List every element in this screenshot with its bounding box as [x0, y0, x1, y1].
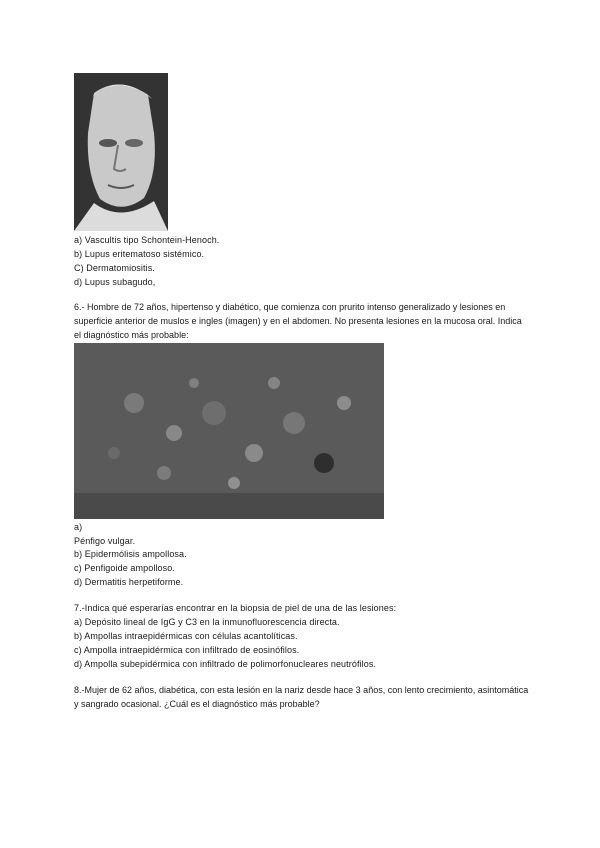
- q6-stem: 6.- Hombre de 72 años, hipertenso y diabético, que comienza con prurito intenso generalizado y lesiones en superficie anterior de muslos e ingles (imagen) y en el abdomen. No presenta lesiones en la mucosa oral. Indica el diagnóstico más probable:: [74, 302, 522, 340]
- q6-option-a-marker: a): [74, 522, 83, 532]
- q6-option-c: c) Penfigoide ampolloso.: [74, 563, 175, 573]
- q6-option-d: d) Dermatitis herpetiforme.: [74, 577, 184, 587]
- q6-option-b: b) Epidermólisis ampollosa.: [74, 549, 187, 559]
- q5-option-c: C) Dermatomiositis.: [74, 263, 155, 273]
- face-illustration: [74, 73, 168, 231]
- q8-stem: 8.-Mujer de 62 años, diabética, con esta lesión en la nariz desde hace 3 años, con lento crecimiento, asintomática y sangrado ocasional. ¿Cuál es el diagnóstico más probable?: [74, 685, 529, 709]
- q7-option-d: d) Ampolla subepidérmica con infiltrado de polimorfonucleares neutrófilos.: [74, 659, 377, 669]
- q7-option-c: c) Ampolla intraepidérmica con infiltrado de eosinófilos.: [74, 645, 300, 655]
- q5-option-b: b) Lupus eritematoso sistémico.: [74, 249, 205, 259]
- q5-option-a: a) Vascultis tipo Schontein-Henoch.: [74, 235, 220, 245]
- skin-lesions-photo: [74, 343, 384, 519]
- lesions-illustration: [74, 343, 384, 519]
- q7-stem: 7.-Indica qué esperarías encontrar en la biopsia de piel de una de las lesiones:: [74, 603, 397, 613]
- q6-option-a-text: Pénfigo vulgar.: [74, 536, 136, 546]
- q5-option-d: d) Lupus subagudo,: [74, 277, 156, 287]
- q7-option-a: a) Depósito lineal de IgG y C3 en la inmunofluorescencia directa.: [74, 617, 340, 627]
- patient-face-photo: [74, 73, 168, 231]
- q7-option-b: b) Ampollas intraepidérmicas con células acantolíticas.: [74, 631, 298, 641]
